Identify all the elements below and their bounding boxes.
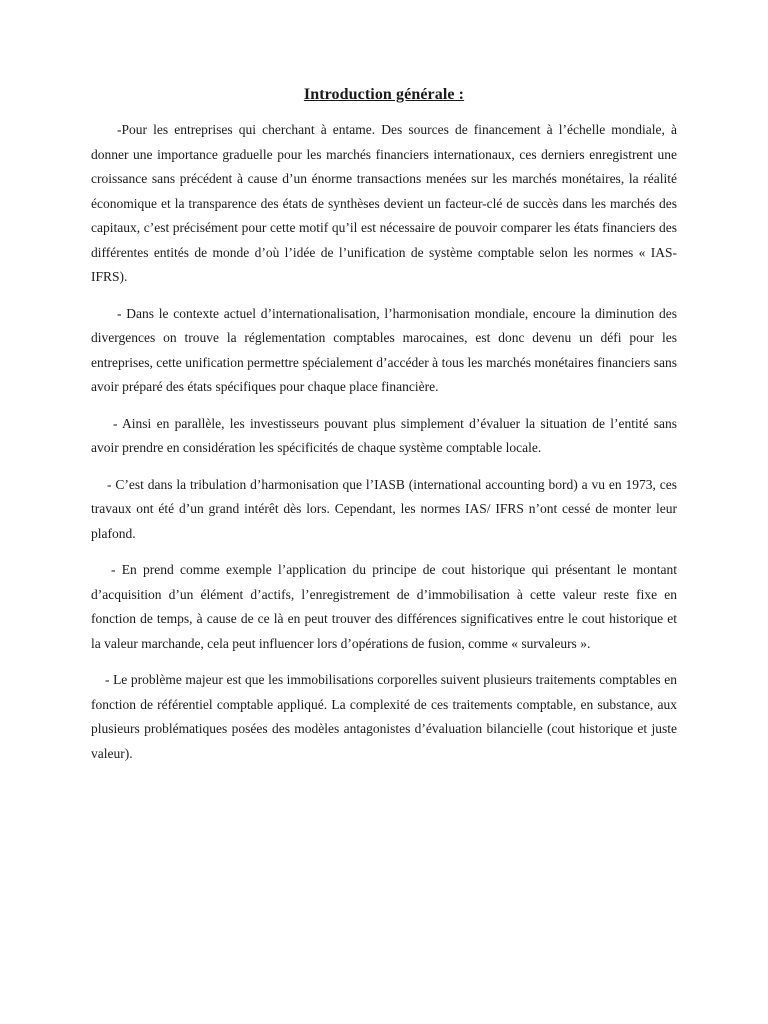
- paragraph-4: - C’est dans la tribulation d’harmonisation que l’IASB (international accounting bord) a vu en 1973, ces travaux ont été d’un grand intérêt dès lors. Cependant, les normes IAS/ IFRS n’ont cessé de monter leur plafond.: [91, 476, 677, 541]
- paragraph-2: - Dans le contexte actuel d’internationalisation, l’harmonisation mondiale, encoure la diminution des divergences on trouve la réglementation comptables marocaines, est donc devenu un défi pour les entreprises, cette unification permettre spécialement d’accéder à tous les marchés monétaires financiers sans avoir préparé des états spécifiques pour chaque place financière.: [91, 305, 677, 394]
- paragraph-5: - En prend comme exemple l’application du principe de cout historique qui présentant le montant d’acquisition d’un élément d’actifs, l’enregistrement de d’immobilisation à cette valeur reste fixe en fonction de temps, à cause de ce là en peut trouver des différences significatives entre le cout historique et la valeur marchande, cela peut influencer lors d’opérations de fusion, comme « survaleurs ».: [91, 562, 677, 651]
- paragraph-1: -Pour les entreprises qui cherchant à entame. Des sources de financement à l’échelle mondiale, à donner une importance graduelle pour les marchés financiers internationaux, ces derniers enregistrent une croissance sans précédent à cause d’un énorme transactions menées sur les marchés monétaires, la réalité économique et la transparence des états de synthèses devient un facteur-clé de succès dans les marchés des capitaux, c’est précisément pour cette motif qu’il est nécessaire de pouvoir comparer les états financiers des différentes entités de monde d’où l’idée de l’unification de système comptable selon les normes « IAS-IFRS).: [91, 122, 677, 284]
- document-title: Introduction générale :: [303, 86, 465, 103]
- paragraph-6: - Le problème majeur est que les immobilisations corporelles suivent plusieurs traitements comptables en fonction de référentiel comptable appliqué. La complexité de ces traitements comptable, en substance, aux plusieurs problématiques posées des modèles antagonistes d’évaluation bilancielle (cout historique et juste valeur).: [91, 672, 677, 761]
- document-body: [91, 118, 677, 778]
- paragraph-3: - Ainsi en parallèle, les investisseurs pouvant plus simplement d’évaluer la situation de l’entité sans avoir prendre en considération les spécificités de chaque système comptable locale.: [91, 415, 677, 455]
